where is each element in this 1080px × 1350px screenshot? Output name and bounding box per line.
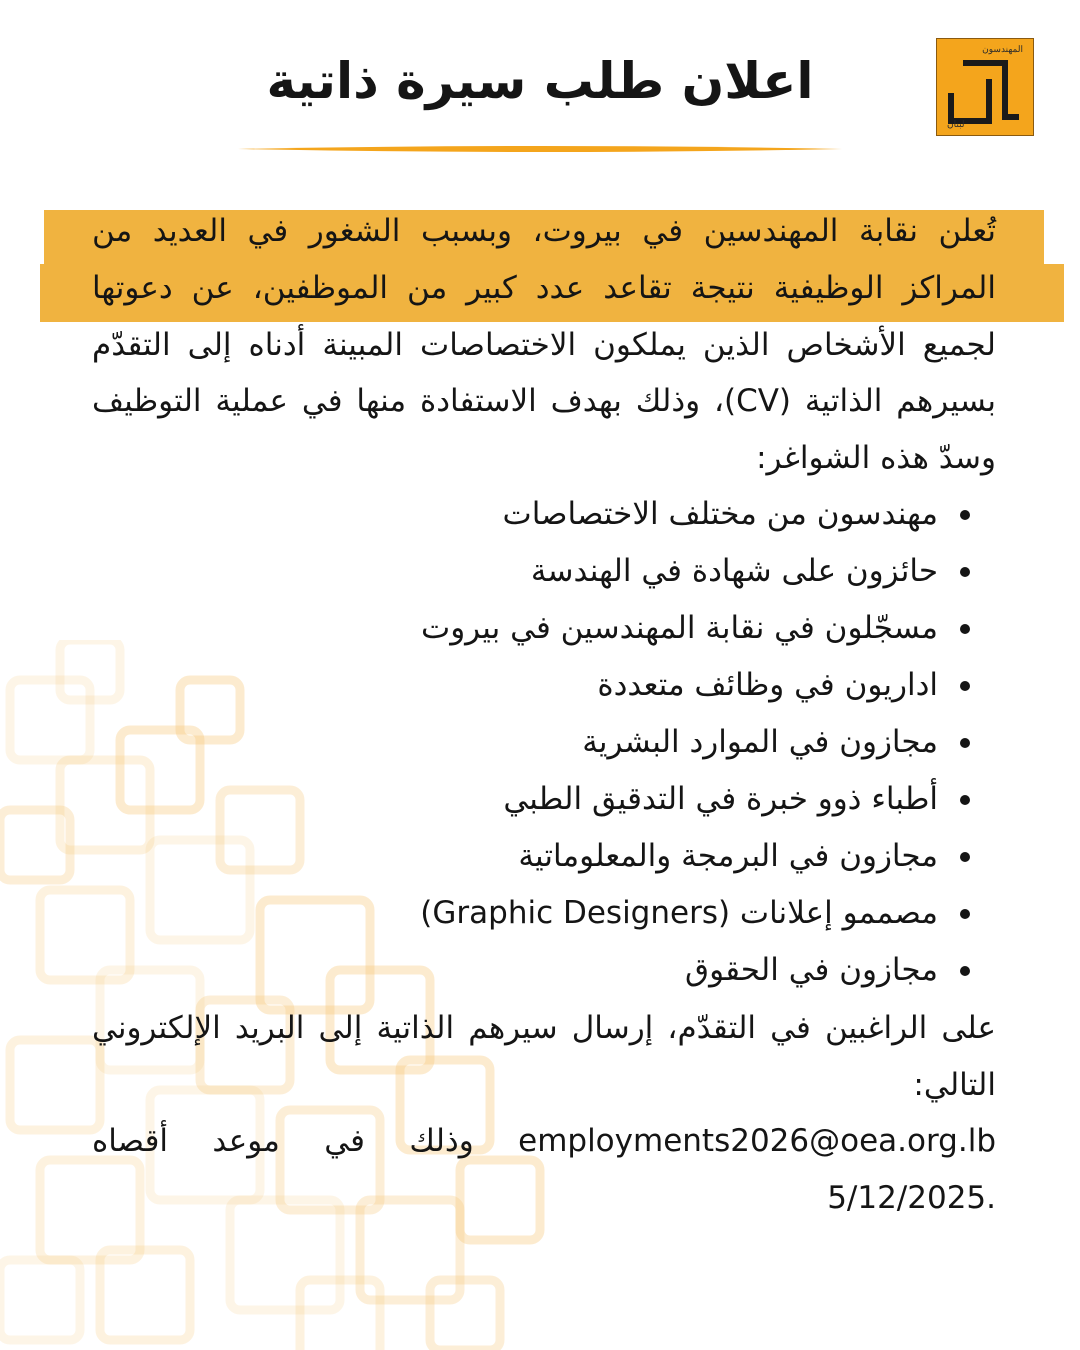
logo-bottom-text: لبنان: [947, 120, 965, 130]
title-underline: [238, 144, 842, 154]
logo-top-text: المهندسون: [982, 45, 1023, 55]
bullet-icon: [960, 681, 970, 691]
pattern-square: [0, 1260, 80, 1340]
bullet-icon: [960, 567, 970, 577]
bullet-icon: [960, 624, 970, 634]
page-title: اعلان طلب سيرة ذاتية: [266, 52, 814, 110]
bullet-icon: [960, 852, 970, 862]
list-item: أطباء ذوو خبرة في التدقيق الطبي: [92, 771, 970, 828]
list-item: مسجّلون في نقابة المهندسين في بيروت: [92, 600, 970, 657]
pattern-square: [430, 1280, 500, 1350]
deadline-date: 5/12/2025.: [827, 1180, 996, 1216]
list-item: مجازون في الموارد البشرية: [92, 714, 970, 771]
list-item: حائزون على شهادة في الهندسة: [92, 543, 970, 600]
oea-logo-icon: [936, 38, 1034, 136]
bullet-icon: [960, 738, 970, 748]
list-item: اداريون في وظائف متعددة: [92, 657, 970, 714]
bullet-icon: [960, 510, 970, 520]
contact-email-link[interactable]: employments2026@oea.org.lb: [518, 1123, 996, 1159]
deadline-line: [92, 1170, 996, 1227]
list-item: مهندسون من مختلف الاختصاصات: [92, 486, 970, 543]
contact-line: [92, 1113, 996, 1170]
list-item: مصممو إعلانات (Graphic Designers): [92, 885, 970, 942]
closing-paragraph: على الراغبين في التقدّم، إرسال سيرهم الذاتية إلى البريد الإلكتروني التالي:: [92, 1010, 996, 1103]
bullet-icon: [960, 966, 970, 976]
pattern-square: [10, 1040, 100, 1130]
intro-paragraph: تُعلن نقابة المهندسين في بيروت، وبسبب الشغور في العديد من المراكز الوظيفية نتيجة تقاعد عدد كبير من الموظفين، عن دعوتها لجميع الأشخاص الذين يملكون الاختصاصات المبينة أدناه إلى التقدّم بسيرهم الذاتية (CV)، وذلك بهدف الاستفادة منها في عملية التوظيف وسدّ هذه الشواغر:: [92, 213, 996, 477]
deadline-prefix: وذلك في موعد أقصاه: [92, 1123, 474, 1159]
bullet-icon: [960, 909, 970, 919]
specialties-list: [92, 486, 970, 999]
pattern-square: [10, 680, 90, 760]
list-item: مجازون في الحقوق: [92, 942, 970, 999]
list-item: مجازون في البرمجة والمعلوماتية: [92, 828, 970, 885]
bullet-icon: [960, 795, 970, 805]
